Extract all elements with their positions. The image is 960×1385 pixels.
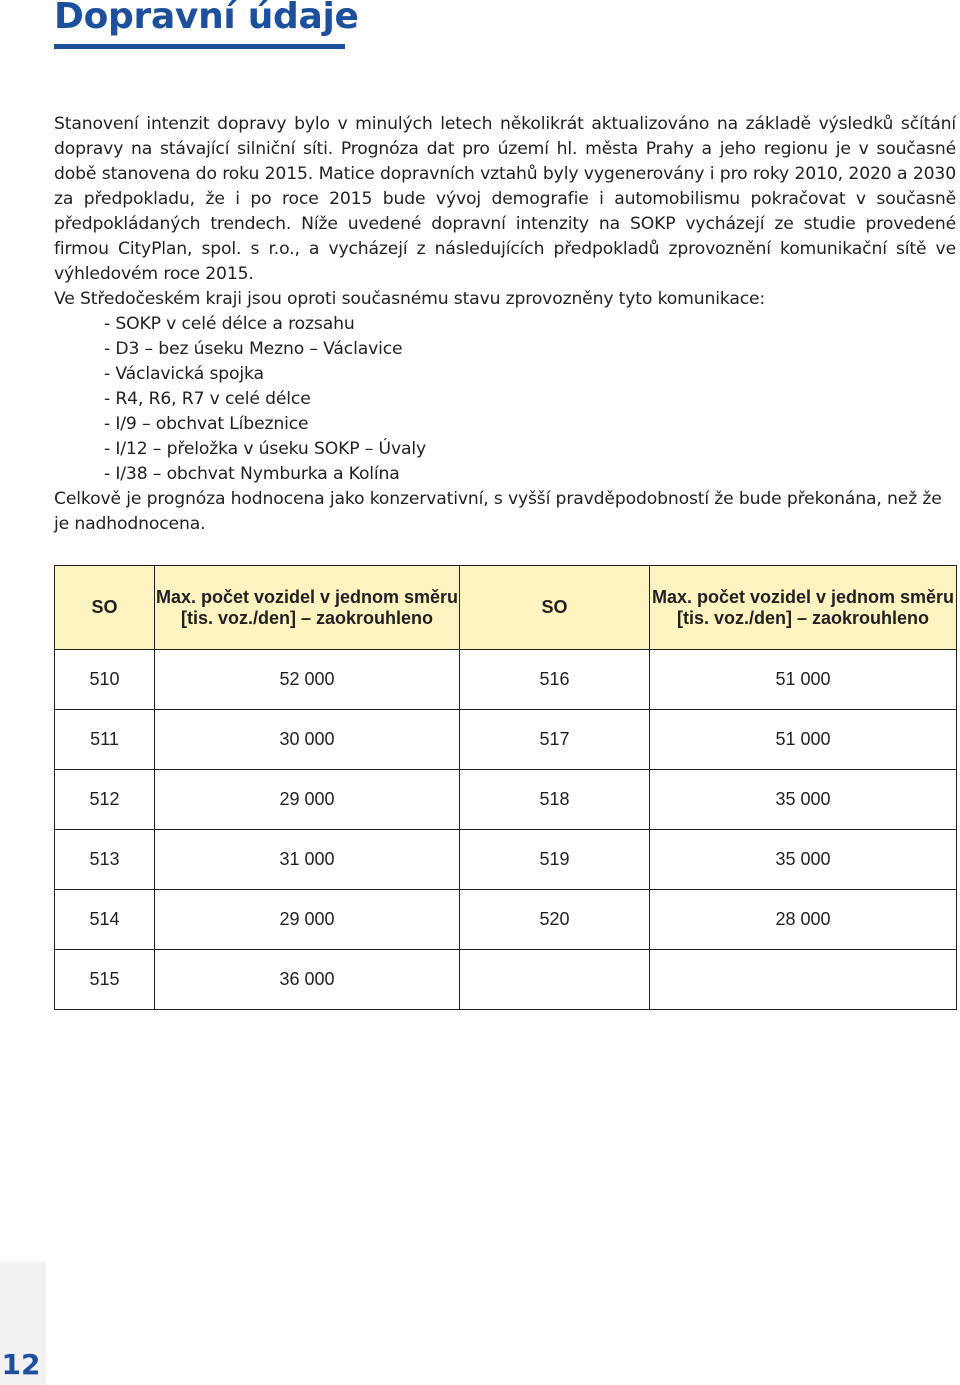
page-number: 12: [1, 1348, 41, 1381]
table-cell: 30 000: [155, 710, 460, 770]
table-cell: 516: [460, 650, 650, 710]
list-item: - SOKP v celé délce a rozsahu: [104, 314, 355, 334]
header-so-left: SO: [55, 566, 155, 650]
table-cell: 35 000: [650, 830, 957, 890]
intro-paragraph: Stanovení intenzit dopravy bylo v minulých letech několikrát aktualizováno na základě výsledků sčítání dopravy na stávající silniční síti. Prognóza dat pro území hl. města Prahy a jeho regionu je v současné době stanovena do roku 2015. Matice dopravních vztahů byly vygenerovány i pro roky 2010, 2020 a 2030 za předpokladu, že i po roce 2015 bude vývoj demografie i automobilismu pokračovat v současně předpokládaných trendech. Níže uvedené dopravní intenzity na SOKP vycházejí ze studie provedené firmou CityPlan, spol. s r.o., a vycházejí z následujících předpokladů zprovoznění komunikační sítě ve výhledovém roce 2015.: [54, 114, 956, 284]
table-row: [55, 650, 957, 710]
table-cell: 31 000: [155, 830, 460, 890]
conclusion-paragraph: Celkově je prognóza hodnocena jako konzervativní, s vyšší pravděpodobností že bude překonána, než že je nadhodnocena.: [54, 489, 942, 534]
table-cell: 510: [55, 650, 155, 710]
table-cell: 517: [460, 710, 650, 770]
title-underline: [54, 44, 345, 49]
table-row: [55, 950, 957, 1010]
table-cell: 51 000: [650, 650, 957, 710]
table-cell: 513: [55, 830, 155, 890]
page-title: Dopravní údaje: [54, 0, 359, 37]
table-cell: 512: [55, 770, 155, 830]
list-item: - D3 – bez úseku Mezno – Václavice: [104, 339, 403, 359]
table-cell: 511: [55, 710, 155, 770]
list-item: - R4, R6, R7 v celé délce: [104, 389, 311, 409]
traffic-table: [54, 565, 957, 1010]
roads-list: [54, 312, 956, 487]
table-cell: 514: [55, 890, 155, 950]
table-cell: 51 000: [650, 710, 957, 770]
table-cell: 29 000: [155, 890, 460, 950]
table-row: [55, 710, 957, 770]
table-cell: 518: [460, 770, 650, 830]
list-item: - I/12 – přeložka v úseku SOKP – Úvaly: [104, 439, 427, 459]
list-item: - I/9 – obchvat Líbeznice: [104, 414, 309, 434]
table-cell: 28 000: [650, 890, 957, 950]
table-cell: 29 000: [155, 770, 460, 830]
table-row: [55, 830, 957, 890]
table-cell: [460, 950, 650, 1010]
header-so-right: SO: [460, 566, 650, 650]
table-row: [55, 770, 957, 830]
table-cell: 519: [460, 830, 650, 890]
table-header-row: [55, 566, 957, 650]
table-row: [55, 890, 957, 950]
list-item: - Václavická spojka: [104, 364, 264, 384]
header-max-vehicles-right: Max. počet vozidel v jednom směru [tis. voz./den] – zaokrouhleno: [650, 566, 957, 650]
roads-intro-paragraph: Ve Středočeském kraji jsou oproti současnému stavu zprovozněny tyto komunikace:: [54, 289, 766, 309]
table-cell: 520: [460, 890, 650, 950]
list-item: - I/38 – obchvat Nymburka a Kolína: [104, 464, 400, 484]
table-cell: 52 000: [155, 650, 460, 710]
header-max-vehicles-left: Max. počet vozidel v jednom směru [tis. voz./den] – zaokrouhleno: [155, 566, 460, 650]
table-cell: 36 000: [155, 950, 460, 1010]
table-cell: 515: [55, 950, 155, 1010]
table-cell: [650, 950, 957, 1010]
body-text: [54, 112, 956, 537]
table-cell: 35 000: [650, 770, 957, 830]
